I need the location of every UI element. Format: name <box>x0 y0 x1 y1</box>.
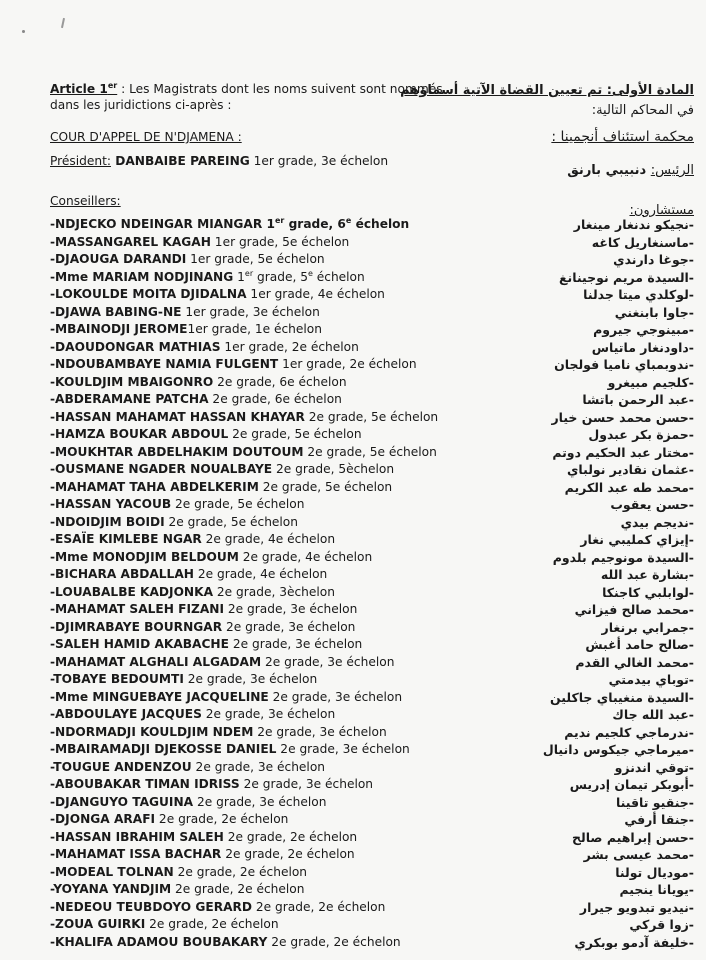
conseiller-name-ar: -جاوا بابنغني <box>614 304 694 320</box>
conseiller-name-ar: -السيدة منغيباي جاكلين <box>550 689 694 705</box>
conseiller-row <box>50 881 450 899</box>
conseiller-name-ar: -ماسنغاريل كاغه <box>591 234 694 250</box>
conseiller-name-ar: -داودنغار ماتياس <box>591 339 694 355</box>
conseiller-row <box>50 514 450 532</box>
conseiller-name-ar: -كلجيم مبيغرو <box>607 374 694 390</box>
conseiller-row <box>50 251 450 269</box>
conseiller-grade: 2e grade, 3e échelon <box>183 672 318 686</box>
conseiller-name-ar: -جنقا أرفي <box>624 812 694 827</box>
conseiller-name: -ZOUA GUIRKI <box>50 917 146 931</box>
conseiller-name-ar: -السيدة مريم نوجينانغ <box>559 269 694 285</box>
conseiller-grade: 2e grade, 2e échelon <box>171 882 305 896</box>
conseiller-name-ar: -إيزاي كمليبي نغار <box>580 532 694 547</box>
conseiller-name: -MOUKHTAR ABDELHAKIM DOUTOUM <box>50 444 304 459</box>
conseiller-row <box>50 706 450 724</box>
conseiller-grade: 2e grade, 2e échelon <box>155 812 289 826</box>
conseiller-grade: 2e grade, 5e échelon <box>164 514 298 529</box>
president-name: DANBAIBE PAREING <box>110 154 250 168</box>
conseiller-grade: 2e grade, 2e échelon <box>252 899 386 914</box>
conseiller-name-ar: -محمد عيسى بشر <box>583 847 694 862</box>
conseiller-row <box>50 216 450 234</box>
conseiller-name: -ABDERAMANE PATCHA <box>50 392 209 406</box>
conseiller-name: -OUSMANE NGADER NOUALBAYE <box>50 462 273 476</box>
scan-dot <box>22 30 25 33</box>
conseiller-name: -ABDOULAYE JACQUES <box>50 707 202 721</box>
conseiller-name-ar: -جنقيو تاقينا <box>615 794 694 810</box>
conseiller-name-ar: -لوكلدي ميتا جدلنا <box>583 287 694 302</box>
conseiller-name-ar: -جوغا دارندي <box>613 252 694 267</box>
conseiller-row <box>50 916 450 934</box>
president-grade: 1er grade, 3e échelon <box>249 154 389 168</box>
conseiller-name: -Mme MINGUEBAYE JACQUELINE <box>50 689 269 704</box>
conseiller-name: -TOUGUE ANDENZOU <box>50 759 192 774</box>
conseiller-grade: échelon <box>312 269 365 284</box>
conseiller-grade: 2e grade, 5e échelon <box>258 479 393 494</box>
conseiller-row <box>50 269 450 287</box>
conseiller-name: -DJONGA ARAFI <box>50 812 156 826</box>
conseiller-name: -DJANGUYO TAGUINA <box>50 794 194 809</box>
conseillers-label: Conseillers: <box>50 194 121 208</box>
conseiller-name-ar: -محمد الغالي القدم <box>575 654 694 670</box>
conseiller-grade: grade, 6 <box>284 217 346 231</box>
article-text: : Les Magistrats dont les noms suivent sont nommés <box>117 82 443 96</box>
conseiller-grade: 2e grade, 4e échelon <box>238 549 373 564</box>
conseiller-name: -MBAINODJI JEROME <box>50 322 188 336</box>
conseiller-name-ar: -توقي اندنزو <box>614 759 694 775</box>
conseiller-name-ar: -عبد الرحمن باتشا <box>582 392 694 407</box>
conseiller-name-ar: -مختار عبد الحكيم دوتم <box>552 444 694 460</box>
conseiller-name: -DJAOUGA DARANDI <box>50 252 187 266</box>
conseiller-row <box>50 759 450 777</box>
conseiller-row <box>50 846 450 864</box>
conseiller-name: -BICHARA ABDALLAH <box>50 567 194 581</box>
conseiller-row <box>50 479 450 497</box>
conseiller-row <box>50 899 450 917</box>
conseiller-name: -NDOIDJIM BOIDI <box>50 514 165 529</box>
conseiller-name: -LOUABALBE KADJONKA <box>50 584 214 599</box>
conseiller-name-ar: -نيديو تبدويو جيرار <box>579 899 694 915</box>
conseiller-name: -MAHAMAT ALGHALI ALGADAM <box>50 654 262 669</box>
conseiller-grade: 2e grade, 3e échelon <box>222 619 356 634</box>
conseiller-row <box>50 584 450 602</box>
conseillers-label-ar: مستشارون: <box>629 203 694 218</box>
conseiller-name-ar: -حمزة بكر عبدول <box>588 427 694 442</box>
conseiller-name: -KOULDJIM MBAIGONRO <box>50 374 214 389</box>
conseiller-grade: 1er grade, 5e échelon <box>186 252 325 266</box>
conseiller-name: -ESAÏE KIMLEBE NGAR <box>50 532 202 546</box>
conseiller-row <box>50 321 450 339</box>
conseiller-row <box>50 409 450 427</box>
conseiller-name: -ABOUBAKAR TIMAN IDRISS <box>50 777 240 791</box>
conseiller-grade: 2e grade, 4e échelon <box>193 567 328 581</box>
ordinal-sup: er <box>244 268 254 278</box>
conseiller-row <box>50 671 450 689</box>
conseiller-row <box>50 374 450 392</box>
conseiller-grade: 2e grade, 4e échelon <box>201 532 336 546</box>
conseiller-name: -HASSAN MAHAMAT HASSAN KHAYAR <box>50 409 305 424</box>
conseillers-list-ar <box>424 216 694 951</box>
conseiller-name: -NDORMADJI KOULDJIM NDEM <box>50 724 254 739</box>
conseiller-grade: 2e grade, 5e échelon <box>304 409 439 424</box>
conseiller-name-ar: -نجيكو ندنغار مينغار <box>573 217 694 232</box>
conseiller-name: -Mme MARIAM NODJINANG <box>50 269 234 284</box>
conseiller-row <box>50 654 450 672</box>
conseiller-row <box>50 794 450 812</box>
conseiller-grade: 2e grade, 3e échelon <box>191 759 326 774</box>
ordinal-sup: e <box>345 215 352 225</box>
conseiller-grade: 1er grade, 2e échelon <box>278 357 417 371</box>
conseiller-row <box>50 636 450 654</box>
conseiller-name-ar: -محمد صالح فيزاني <box>574 602 694 617</box>
conseiller-row <box>50 601 450 619</box>
conseiller-grade: 2e grade, 2e échelon <box>223 829 358 844</box>
conseiller-name-ar: -بشارة عبد الله <box>600 567 694 582</box>
conseiller-row <box>50 619 450 637</box>
conseiller-name-ar: -ميرماجي جيكوس دانيال <box>542 742 694 757</box>
conseiller-name-ar: -حسن إبراهيم صالح <box>572 829 694 845</box>
president-line <box>50 152 430 170</box>
conseiller-name-ar: -يويانا ينجيم <box>619 882 694 897</box>
conseiller-name-ar: -السيدة مونوجيم بلدوم <box>552 549 694 565</box>
conseiller-row <box>50 776 450 794</box>
conseiller-name: -TOBAYE BEDOUMTI <box>50 672 184 686</box>
conseiller-row <box>50 531 450 549</box>
conseiller-grade: 1er grade, 5e échelon <box>210 234 350 249</box>
conseiller-row <box>50 741 450 759</box>
conseiller-name-ar: -توباي بيدمتي <box>608 672 694 687</box>
conseiller-name: -HAMZA BOUKAR ABDOUL <box>50 427 229 441</box>
conseiller-name: -NDJECKO NDEINGAR MIANGAR 1 <box>50 217 275 231</box>
conseiller-grade: échelon <box>351 217 410 231</box>
conseiller-row <box>50 549 450 567</box>
conseiller-grade: 2e grade, 3e échelon <box>228 637 363 651</box>
conseiller-name: -KHALIFA ADAMOU BOUBAKARY <box>50 934 268 949</box>
conseiller-name-ar: -صالح حامد أغبش <box>585 637 694 652</box>
conseiller-row <box>50 829 450 847</box>
conseiller-grade: 2e grade, 5e échelon <box>303 444 437 459</box>
conseiller-name-ar: -لوابلبي كاجنكا <box>602 584 694 600</box>
conseiller-name: -HASSAN YACOUB <box>50 497 172 511</box>
conseiller-grade: 2e grade, 6e échelon <box>208 392 342 406</box>
ordinal-sup: er <box>274 215 285 225</box>
conseiller-grade: 2e grade, 5e échelon <box>171 497 305 511</box>
conseiller-name-ar: -نديجم بيدي <box>620 514 694 530</box>
court-title-ar: محكمة استئناف أنجمينا : <box>551 129 694 145</box>
conseiller-grade: 1er grade, 1e échelon <box>187 322 322 336</box>
conseiller-name-ar: -أبوبكر تيمان إدريس <box>569 777 694 792</box>
conseiller-row <box>50 426 450 444</box>
article-ar-line-1: المادة الأولى: تم تعيين القضاة الآتية أسماؤهم <box>400 83 694 98</box>
conseiller-name-ar: -خليفة آدمو بوبكري <box>574 934 694 950</box>
conseiller-grade: 2e grade, 3èchelon <box>213 584 335 599</box>
conseiller-row <box>50 864 450 882</box>
conseiller-name-ar: -عبد الله جاك <box>612 707 694 722</box>
conseiller-grade: 1 <box>233 269 245 284</box>
conseiller-name: -MAHAMAT ISSA BACHAR <box>50 847 222 861</box>
conseiller-row <box>50 304 450 322</box>
article-ar-line-2: في المحاكم التالية: <box>591 103 694 118</box>
conseiller-name: -MODEAL TOLNAN <box>50 864 174 879</box>
conseiller-name: -DAOUDONGAR MATHIAS <box>50 339 221 354</box>
conseiller-name-ar: -عثمان نقادير نولباي <box>566 462 694 477</box>
conseiller-grade: 2e grade, 3e échelon <box>268 689 403 704</box>
conseiller-grade: 2e grade, 3e échelon <box>239 777 374 791</box>
conseiller-grade: 1er grade, 2e échelon <box>220 339 359 354</box>
conseiller-name: -SALEH HAMID AKABACHE <box>50 637 229 651</box>
conseiller-row <box>50 689 450 707</box>
conseiller-name: -HASSAN IBRAHIM SALEH <box>50 829 224 844</box>
conseiller-name: -NEDEOU TEUBDOYO GERARD <box>50 899 253 914</box>
conseiller-name-ar: -زوا قركي <box>629 917 694 932</box>
conseiller-name: -DJIMRABAYE BOURNGAR <box>50 619 223 634</box>
conseiller-row <box>50 461 450 479</box>
conseiller-name-ar: -موديال تولنا <box>615 864 694 880</box>
conseiller-grade: 2e grade, 3e échelon <box>193 794 327 809</box>
court-title: COUR D'APPEL DE N'DJAMENA : <box>50 130 242 144</box>
conseiller-row <box>50 566 450 584</box>
conseiller-grade: 1er grade, 3e échelon <box>181 304 320 319</box>
conseiller-grade: 2e grade, 3e échelon <box>261 654 395 669</box>
conseiller-name: -DJAWA BABING-NE <box>50 304 182 319</box>
conseiller-name: -MASSANGAREL KAGAH <box>50 234 211 249</box>
conseiller-grade: 1er grade, 4e échelon <box>246 287 385 301</box>
conseiller-row <box>50 934 450 952</box>
president-line-ar: الرئيس: دنبيبي بارنق <box>567 163 694 178</box>
conseiller-row <box>50 444 450 462</box>
conseiller-row <box>50 234 450 252</box>
conseiller-name-ar: -ندرماجي كلجيم نديم <box>564 724 694 740</box>
conseiller-name: -LOKOULDE MOITA DJIDALNA <box>50 287 247 301</box>
conseiller-grade: 2e grade, 3e échelon <box>201 707 336 721</box>
conseiller-grade: 2e grade, 6e échelon <box>213 374 347 389</box>
ordinal-sup: e <box>307 268 313 278</box>
conseiller-grade: 2e grade, 5e échelon <box>228 427 362 441</box>
conseiller-row <box>50 496 450 514</box>
conseiller-grade: 2e grade, 2e échelon <box>221 847 355 861</box>
conseiller-row <box>50 811 450 829</box>
conseiller-name: -YOYANA YANDJIM <box>50 882 172 896</box>
conseiller-name-ar: -حسن محمد حسن خيار <box>551 409 694 425</box>
article-label: Article 1er <box>50 80 118 96</box>
president-label: Président: <box>50 154 111 168</box>
conseiller-row <box>50 724 450 742</box>
conseiller-name: -MBAIRAMADJI DJEKOSSE DANIEL <box>50 742 277 756</box>
conseiller-name-ar: -جمرابي برنغار <box>601 619 694 635</box>
conseiller-row <box>50 356 450 374</box>
conseiller-name: -NDOUBAMBAYE NAMIA FULGENT <box>50 357 279 371</box>
conseiller-grade: grade, 5 <box>253 269 308 284</box>
conseiller-grade: 2e grade, 3e échelon <box>276 742 410 756</box>
conseiller-name-ar: -مبينوجي جيروم <box>593 322 694 337</box>
conseiller-grade: 2e grade, 3e échelon <box>224 602 358 616</box>
conseiller-grade: 2e grade, 2e échelon <box>267 934 401 949</box>
conseiller-name: -MAHAMAT TAHA ABDELKERIM <box>50 479 259 494</box>
scan-mark <box>61 18 65 28</box>
conseiller-grade: 2e grade, 2e échelon <box>173 864 308 879</box>
conseiller-name-ar: -محمد طه عبد الكريم <box>564 479 694 495</box>
conseiller-grade: 2e grade, 3e échelon <box>253 724 387 739</box>
conseillers-list <box>50 216 450 951</box>
conseiller-name: -Mme MONODJIM BELDOUM <box>50 549 239 564</box>
article-line-2: dans les juridictions ci-après : <box>50 98 232 112</box>
conseiller-name: -MAHAMAT SALEH FIZANI <box>50 602 225 616</box>
conseiller-row <box>50 391 450 409</box>
conseiller-row <box>50 339 450 357</box>
conseiller-grade: 2e grade, 5èchelon <box>272 462 395 476</box>
conseiller-name-ar: -حسن يعقوب <box>610 497 694 512</box>
conseiller-name-ar: -ندوبمباي ناميا فولجان <box>554 357 694 372</box>
conseiller-row <box>50 286 450 304</box>
conseiller-grade: 2e grade, 2e échelon <box>145 917 279 931</box>
